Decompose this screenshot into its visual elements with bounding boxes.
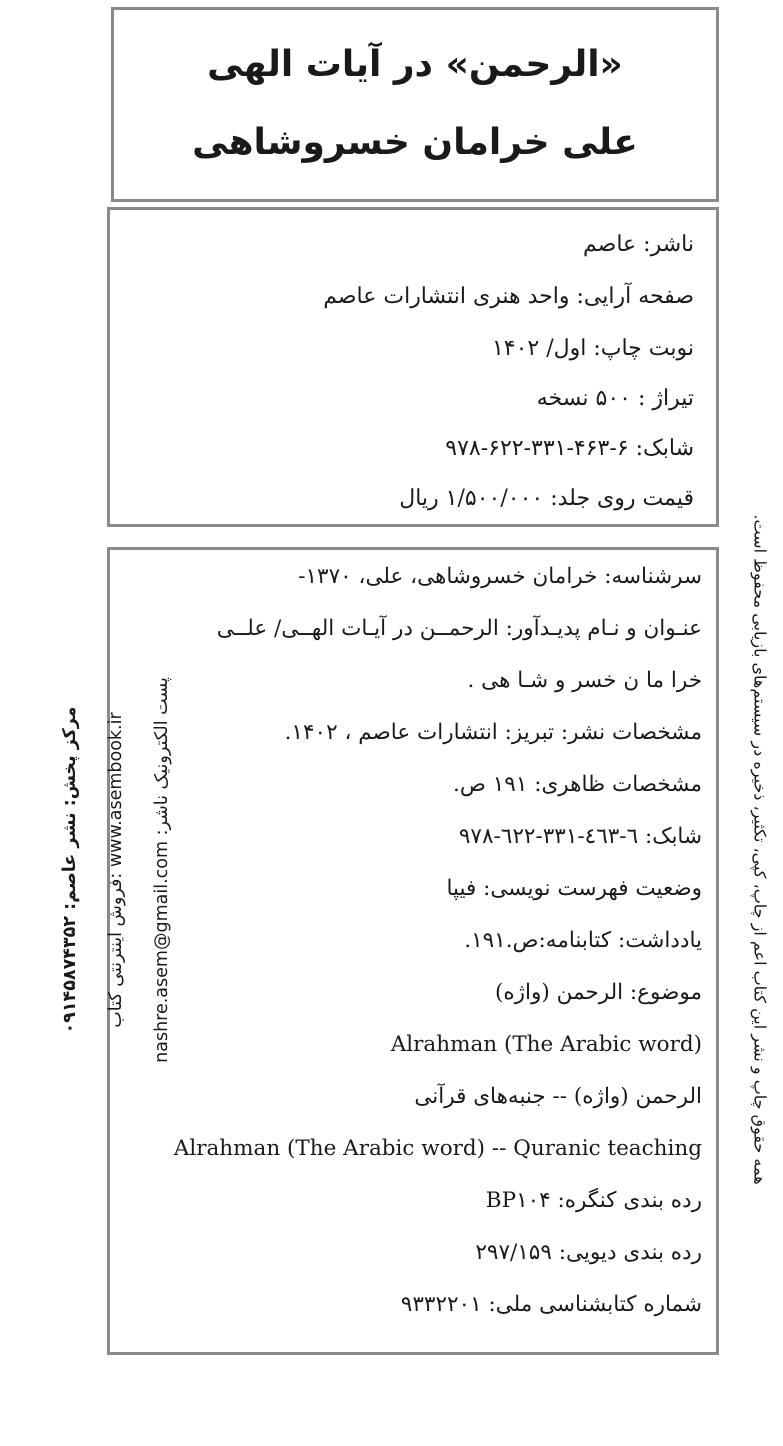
cip-line: رده بندی دیویی: ۲۹۷/۱۵۹ [475, 1240, 702, 1265]
title-box [111, 7, 719, 202]
cip-line: خرا ما ن خسر و شـا هی . [467, 668, 702, 693]
book-author: علی خرامان خسروشاهی [192, 122, 638, 163]
cip-line: موضوع: الرحمن (واژه) [495, 980, 702, 1005]
cip-line: الرحمن (واژه) -- جنبه‌های قرآنی [414, 1084, 702, 1109]
cip-line: یادداشت: کتابنامه:ص.۱۹۱. [464, 928, 702, 953]
isbn-line: شابک: ۶-۴۶۳-۳۳۱-۶۲۲-۹۷۸ [445, 436, 694, 461]
price-line: قیمت روی جلد: ۱/۵۰۰/۰۰۰ ریال [399, 486, 694, 511]
cip-line: رده بندی کنگره: BP۱۰۴ [485, 1188, 702, 1213]
cip-line: مشخصات نشر: تبریز: انتشارات عاصم ، ۱۴۰۲. [284, 720, 702, 745]
cataloging-box [107, 547, 719, 1355]
layout-line: صفحه آرایی: واحد هنری انتشارات عاصم [323, 284, 694, 309]
book-title: «الرحمن» در آیات الهی [207, 44, 623, 85]
cip-line: شابک: ٦-٤٦٣-٣٣١-٦٢٢-٩٧٨ [458, 824, 702, 849]
cip-line: Alrahman (The Arabic word) -- Quranic teaching [173, 1136, 702, 1161]
edition-line: نوبت چاپ: اول/ ۱۴۰۲ [491, 336, 694, 361]
publication-info-box [107, 207, 719, 527]
cip-line: سرشناسه: خرامان خسروشاهی، علی، ۱۳۷۰- [298, 564, 702, 589]
cip-line: شماره کتابشناسی ملی: ۹۳۳۲۲۰۱ [400, 1292, 702, 1317]
publisher-email-text: پست الکترونیک ناشر: nashre.asem@gmail.com [152, 677, 172, 1063]
cip-line: عنـوان و نـام پدیـدآور: الرحمــن در آیـات الهــی/ علــی [216, 616, 702, 641]
online-store-text: www.asembook.ir :فروش اینترنتی کتاب [106, 712, 126, 1028]
distribution-center-text: مرکز پخش: نشر عاصم: ۰۹۱۴۵۸۷۴۳۵۲ [60, 706, 80, 1034]
cip-line: (Alrahman (The Arabic word [390, 1032, 702, 1057]
print-run-line: تیراژ : ۵۰۰ نسخه [536, 386, 694, 411]
publisher-line: ناشر: عاصم [583, 232, 694, 257]
cip-line: وضعیت فهرست نویسی: فیپا [446, 876, 702, 901]
copyright-notice: همه حقوق چاپ و نشر این کتاب اعم از چاپ، کپی، تکثیر، ذخیره در سیستم‌های بازیابی محفوظ است. [750, 514, 770, 1185]
cip-line: مشخصات ظاهری: ۱۹۱ ص. [453, 772, 702, 797]
